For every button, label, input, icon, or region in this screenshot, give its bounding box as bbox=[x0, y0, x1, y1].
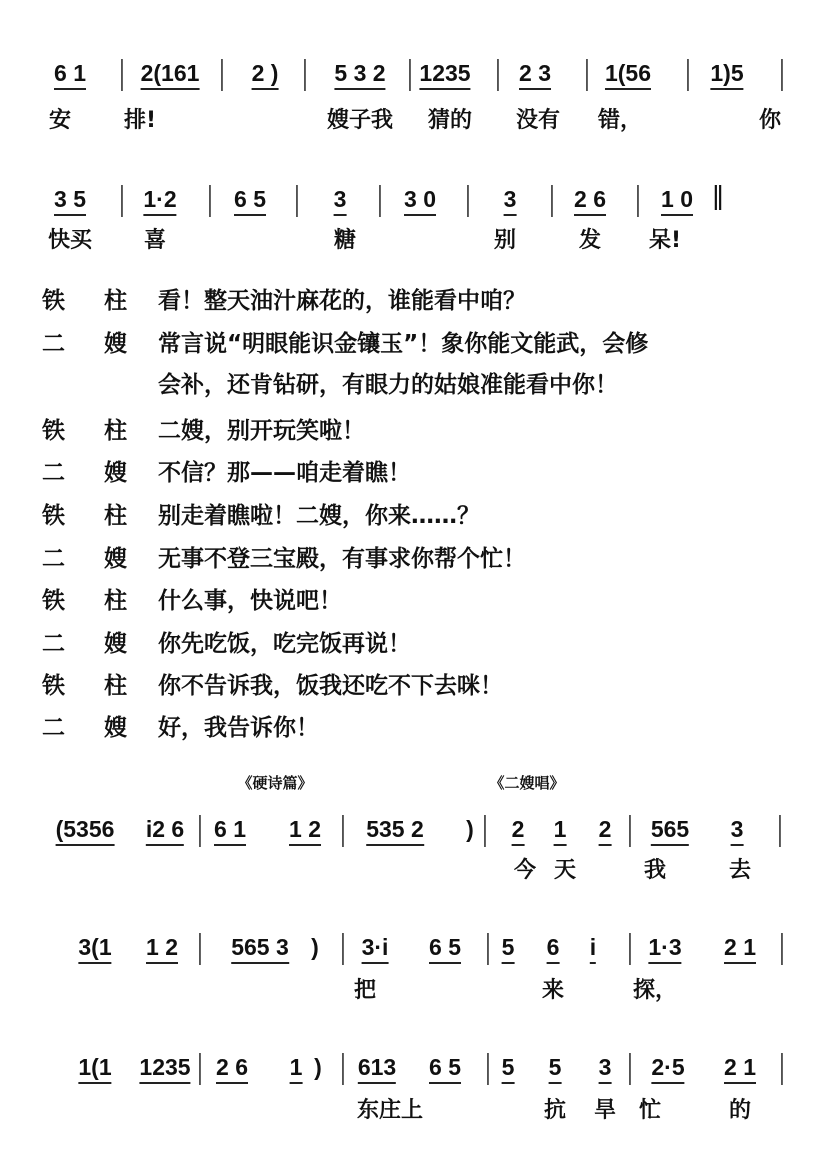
bar-line: | bbox=[584, 54, 590, 92]
note-group: 3 0 bbox=[404, 188, 436, 216]
bar-line: | bbox=[340, 928, 346, 966]
lyric-text: 排! bbox=[123, 108, 157, 133]
section-label: 《硬诗篇》 bbox=[237, 774, 313, 792]
bar-line: | bbox=[495, 54, 501, 92]
bar-line: | bbox=[197, 928, 203, 966]
speaker-char: 二 bbox=[42, 546, 65, 572]
bar-line: | bbox=[119, 54, 125, 92]
lyric-text: 快买 bbox=[47, 228, 93, 253]
note-group: 1 0 bbox=[661, 188, 693, 216]
note-group: i bbox=[590, 936, 596, 964]
lyric-text: 忙 bbox=[638, 1098, 662, 1123]
note-group: 2 ) bbox=[252, 62, 279, 90]
note-group: 3 bbox=[731, 818, 744, 846]
speaker-char: 二 bbox=[42, 460, 65, 486]
note-group: 1·3 bbox=[648, 936, 681, 964]
note-group: 3·i bbox=[362, 936, 389, 964]
note-group: 1235 bbox=[419, 62, 470, 90]
bar-line: | bbox=[779, 1048, 785, 1086]
dialogue-text: 别走着瞧啦！二嫂，你来……？ bbox=[158, 503, 480, 529]
note-group: 613 bbox=[358, 1056, 396, 1084]
bar-line: | bbox=[485, 1048, 491, 1086]
bar-line: | bbox=[779, 54, 785, 92]
note-group: 6 5 bbox=[429, 936, 461, 964]
bar-line: | bbox=[197, 1048, 203, 1086]
speaker-char: 铁 bbox=[42, 418, 65, 444]
speaker-char: 柱 bbox=[104, 288, 127, 314]
note-group: 5 bbox=[502, 1056, 515, 1084]
bar-line: | bbox=[627, 1048, 633, 1086]
note-group: 1(1 bbox=[78, 1056, 111, 1084]
speaker-char: 二 bbox=[42, 331, 65, 357]
lyric-text: 猜的 bbox=[427, 108, 473, 133]
speaker-char: 二 bbox=[42, 715, 65, 741]
speaker-char: 铁 bbox=[42, 673, 65, 699]
bar-line: | bbox=[549, 180, 555, 218]
note-group: 2·5 bbox=[651, 1056, 684, 1084]
note-group: 3 5 bbox=[54, 188, 86, 216]
note-group: 6 5 bbox=[234, 188, 266, 216]
note-group: i2 6 bbox=[146, 818, 184, 846]
bar-line: ‖ bbox=[712, 180, 724, 218]
lyric-text: 呆! bbox=[648, 228, 682, 253]
dialogue-text: 什么事，快说吧！ bbox=[158, 588, 342, 614]
note-group: 6 1 bbox=[54, 62, 86, 90]
dialogue-text: 二嫂，别开玩笑啦！ bbox=[158, 418, 365, 444]
lyric-text: 别 bbox=[493, 228, 517, 253]
bar-line: | bbox=[627, 928, 633, 966]
note-group: 2 bbox=[599, 818, 612, 846]
speaker-char: 嫂 bbox=[104, 715, 127, 741]
lyric-text: 天 bbox=[553, 858, 577, 883]
note-group: 5 bbox=[549, 1056, 562, 1084]
speaker-char: 嫂 bbox=[104, 546, 127, 572]
bar-line: | bbox=[777, 810, 783, 848]
lyric-text: 的 bbox=[728, 1098, 752, 1123]
speaker-char: 柱 bbox=[104, 418, 127, 444]
note-group: 2 1 bbox=[724, 936, 756, 964]
speaker-char: 嫂 bbox=[104, 460, 127, 486]
lyric-text: 旱 bbox=[593, 1098, 617, 1123]
note-group: 3 bbox=[599, 1056, 612, 1084]
dialogue-text: 你不告诉我，饭我还吃不下去咪！ bbox=[158, 673, 503, 699]
bar-line: | bbox=[407, 54, 413, 92]
dialogue-text: 不信？那——咱走着瞧！ bbox=[158, 460, 411, 486]
note-group: 5 3 2 bbox=[334, 62, 385, 90]
lyric-text: 把 bbox=[353, 978, 377, 1003]
speaker-char: 柱 bbox=[104, 588, 127, 614]
note-group: 2 3 bbox=[519, 62, 551, 90]
bar-line: | bbox=[377, 180, 383, 218]
note-group: 2(161 bbox=[141, 62, 200, 90]
note-group: 1 2 bbox=[146, 936, 178, 964]
note-group: 565 bbox=[651, 818, 689, 846]
lyric-text: 去 bbox=[728, 858, 752, 883]
lyric-text: 嫂子我 bbox=[326, 108, 394, 133]
dialogue-text: 常言说“明眼能识金镶玉”！象你能文能武，会修 bbox=[158, 331, 649, 357]
lyric-text: 糖 bbox=[333, 228, 357, 253]
bar-line: | bbox=[119, 180, 125, 218]
speaker-char: 铁 bbox=[42, 588, 65, 614]
note-group: 1(56 bbox=[605, 62, 651, 90]
lyric-text: 来 bbox=[541, 978, 565, 1003]
note-group: 535 2 bbox=[366, 818, 424, 846]
lyric-text: 抗 bbox=[543, 1098, 567, 1123]
dialogue-text: 看！整天油汁麻花的，谁能看中咱？ bbox=[158, 288, 526, 314]
note-group: 5 bbox=[502, 936, 515, 964]
note-group: ) bbox=[314, 1054, 322, 1080]
lyric-text: 发 bbox=[578, 228, 602, 253]
bar-line: | bbox=[627, 810, 633, 848]
note-group: 565 3 bbox=[231, 936, 289, 964]
dialogue-text: 会补，还肯钻研，有眼力的姑娘准能看中你！ bbox=[158, 372, 618, 398]
note-group: 1 2 bbox=[289, 818, 321, 846]
speaker-char: 嫂 bbox=[104, 331, 127, 357]
bar-line: | bbox=[294, 180, 300, 218]
note-group: 6 bbox=[547, 936, 560, 964]
dialogue-text: 你先吃饭，吃完饭再说！ bbox=[158, 631, 411, 657]
lyric-text: 东庄上 bbox=[356, 1098, 424, 1123]
note-group: 3 bbox=[334, 188, 347, 216]
bar-line: | bbox=[219, 54, 225, 92]
note-group: 1)5 bbox=[710, 62, 743, 90]
lyric-text: 没有 bbox=[515, 108, 561, 133]
speaker-char: 铁 bbox=[42, 288, 65, 314]
bar-line: | bbox=[685, 54, 691, 92]
speaker-char: 柱 bbox=[104, 673, 127, 699]
dialogue-text: 无事不登三宝殿，有事求你帮个忙！ bbox=[158, 546, 526, 572]
speaker-char: 嫂 bbox=[104, 631, 127, 657]
bar-line: | bbox=[485, 928, 491, 966]
speaker-char: 柱 bbox=[104, 503, 127, 529]
note-group: 2 1 bbox=[724, 1056, 756, 1084]
note-group: 1·2 bbox=[143, 188, 176, 216]
lyric-text: 喜 bbox=[143, 228, 167, 253]
note-group: (5356 bbox=[56, 818, 115, 846]
bar-line: | bbox=[465, 180, 471, 218]
note-group: 2 6 bbox=[574, 188, 606, 216]
bar-line: | bbox=[340, 810, 346, 848]
lyric-text: 今 bbox=[513, 858, 537, 883]
bar-line: | bbox=[197, 810, 203, 848]
note-group: 2 bbox=[512, 818, 525, 846]
speaker-char: 铁 bbox=[42, 503, 65, 529]
lyric-text: 错， bbox=[597, 108, 643, 133]
lyric-text: 探， bbox=[632, 978, 678, 1003]
bar-line: | bbox=[779, 928, 785, 966]
note-group: 1 bbox=[554, 818, 567, 846]
note-group: 6 5 bbox=[429, 1056, 461, 1084]
note-group: ) bbox=[466, 816, 474, 842]
note-group: 2 6 bbox=[216, 1056, 248, 1084]
note-group: 6 1 bbox=[214, 818, 246, 846]
note-group: 1235 bbox=[139, 1056, 190, 1084]
bar-line: | bbox=[340, 1048, 346, 1086]
note-group: ) bbox=[311, 934, 319, 960]
note-group: 3 bbox=[504, 188, 517, 216]
lyric-text: 你 bbox=[758, 108, 782, 133]
speaker-char: 二 bbox=[42, 631, 65, 657]
note-group: 3(1 bbox=[78, 936, 111, 964]
bar-line: | bbox=[207, 180, 213, 218]
section-label: 《二嫂唱》 bbox=[489, 774, 565, 792]
lyric-text: 我 bbox=[643, 858, 667, 883]
lyric-text: 安 bbox=[48, 108, 72, 133]
bar-line: | bbox=[635, 180, 641, 218]
bar-line: | bbox=[302, 54, 308, 92]
note-group: 1 bbox=[290, 1056, 303, 1084]
dialogue-text: 好，我告诉你！ bbox=[158, 715, 319, 741]
bar-line: | bbox=[482, 810, 488, 848]
